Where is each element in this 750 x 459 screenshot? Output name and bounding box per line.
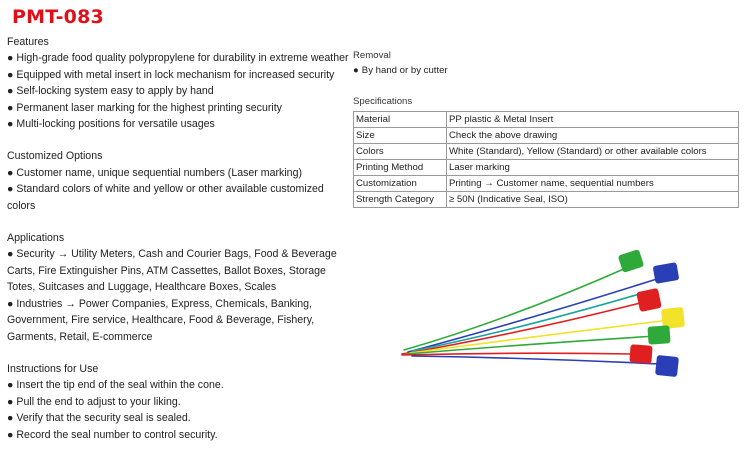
table-row (354, 128, 739, 144)
features-section (7, 34, 352, 132)
spec-value: Laser marking (447, 160, 739, 176)
bullet: ● (7, 297, 14, 310)
removal-text: By hand or by cutter (361, 65, 448, 76)
feature-text: Permanent laser marking for the highest printing security (16, 101, 282, 114)
option-text: Customer name, unique sequential numbers (Laser marking) (16, 166, 302, 179)
instruction-text: Verify that the security seal is sealed. (16, 412, 191, 425)
list-item (7, 165, 352, 181)
right-column (353, 48, 743, 208)
left-column (7, 34, 352, 459)
bullet: ● (7, 52, 14, 65)
table-row (354, 176, 739, 192)
applications-heading: Applications (7, 232, 65, 245)
instructions-heading: Instructions for Use (7, 362, 99, 375)
list-item (7, 410, 352, 426)
instruction-text: Record the seal number to control security. (16, 428, 218, 441)
bullet: ● (7, 379, 14, 392)
list-item (7, 394, 352, 410)
list-item (7, 116, 352, 132)
bullet: ● (7, 85, 14, 98)
bullet: ● (7, 412, 14, 425)
bullet: ● (7, 118, 14, 131)
bullet: ● (7, 248, 14, 261)
feature-text: High-grade food quality polypropylene for durability in extreme weather (16, 52, 349, 65)
bullet: ● (7, 101, 14, 114)
spec-value: PP plastic & Metal Insert (447, 112, 739, 128)
customized-list (7, 165, 352, 214)
seal-tag-green-bottom (647, 325, 670, 344)
list-item (7, 100, 352, 116)
instructions-list (7, 377, 352, 443)
spec-key: Printing Method (354, 160, 447, 176)
removal-item (353, 63, 743, 78)
spec-key: Strength Category (354, 192, 447, 208)
removal-heading: Removal (353, 50, 391, 61)
seal-tag-blue-top (653, 262, 680, 284)
strap-blue-top (408, 278, 660, 352)
page-title: PMT-083 (12, 6, 104, 28)
instructions-section (7, 361, 352, 443)
features-list (7, 50, 352, 132)
features-heading: Features (7, 36, 49, 48)
spec-key: Colors (354, 144, 447, 160)
feature-text: Self-locking system easy to apply by hand (16, 85, 214, 98)
list-item (7, 296, 352, 345)
bullet: ● (7, 68, 14, 81)
applications-section (7, 230, 352, 345)
applications-list (7, 246, 352, 344)
strap-red-bottom (402, 353, 634, 355)
list-item (7, 83, 352, 99)
table-row (354, 144, 739, 160)
bullet: ● (7, 166, 14, 179)
customized-heading: Customized Options (7, 150, 103, 163)
spec-key: Size (354, 128, 447, 144)
instruction-text: Pull the end to adjust to your liking. (16, 395, 181, 408)
seal-straps (402, 268, 670, 364)
bullet: ● (353, 65, 359, 76)
feature-text: Multi-locking positions for versatile usages (16, 118, 215, 131)
feature-text: Equipped with metal insert in lock mechanism for increased security (16, 68, 335, 81)
list-item (7, 50, 352, 66)
list-item (7, 181, 352, 214)
list-item (7, 377, 352, 393)
table-row (354, 160, 739, 176)
strap-blue-bottom (412, 356, 660, 364)
seal-tag-red-bottom (629, 344, 652, 363)
specifications-table (353, 111, 739, 208)
list-item (7, 67, 352, 83)
list-item (7, 427, 352, 443)
security-seals-image (398, 250, 698, 385)
seal-tag-red-top (636, 288, 662, 312)
application-text: Security → Utility Meters, Cash and Courier Bags, Food & Beverage Carts, Fire Extinguisher Pins, ATM Cassettes, Ballot Boxes, Storage Totes, Suitcases and Luggage, Healthcare Boxes, Scales (7, 248, 337, 294)
bullet: ● (7, 183, 14, 196)
spec-value: White (Standard), Yellow (Standard) or other available colors (447, 144, 739, 160)
spec-value: ≥ 50N (Indicative Seal, ISO) (447, 192, 739, 208)
list-item (7, 246, 352, 295)
option-text: Standard colors of white and yellow or other available customized colors (7, 183, 324, 212)
bullet: ● (7, 395, 14, 408)
spec-value: Check the above drawing (447, 128, 739, 144)
strap-green-top (404, 268, 626, 350)
application-text: Industries → Power Companies, Express, Chemicals, Banking, Government, Fire service, Healthcare, Food & Beverage, Fishery, Garments, Retail, E-commerce (7, 297, 315, 343)
bullet: ● (7, 428, 14, 441)
specifications-heading: Specifications (353, 96, 413, 107)
table-row (354, 192, 739, 208)
seal-tag-blue-bottom (655, 355, 679, 377)
table-row (354, 112, 739, 128)
spec-key: Customization (354, 176, 447, 192)
customized-options-section (7, 148, 352, 214)
spec-value: Printing → Customer name, sequential numbers (447, 176, 739, 192)
spec-key: Material (354, 112, 447, 128)
instruction-text: Insert the tip end of the seal within the cone. (16, 379, 224, 392)
